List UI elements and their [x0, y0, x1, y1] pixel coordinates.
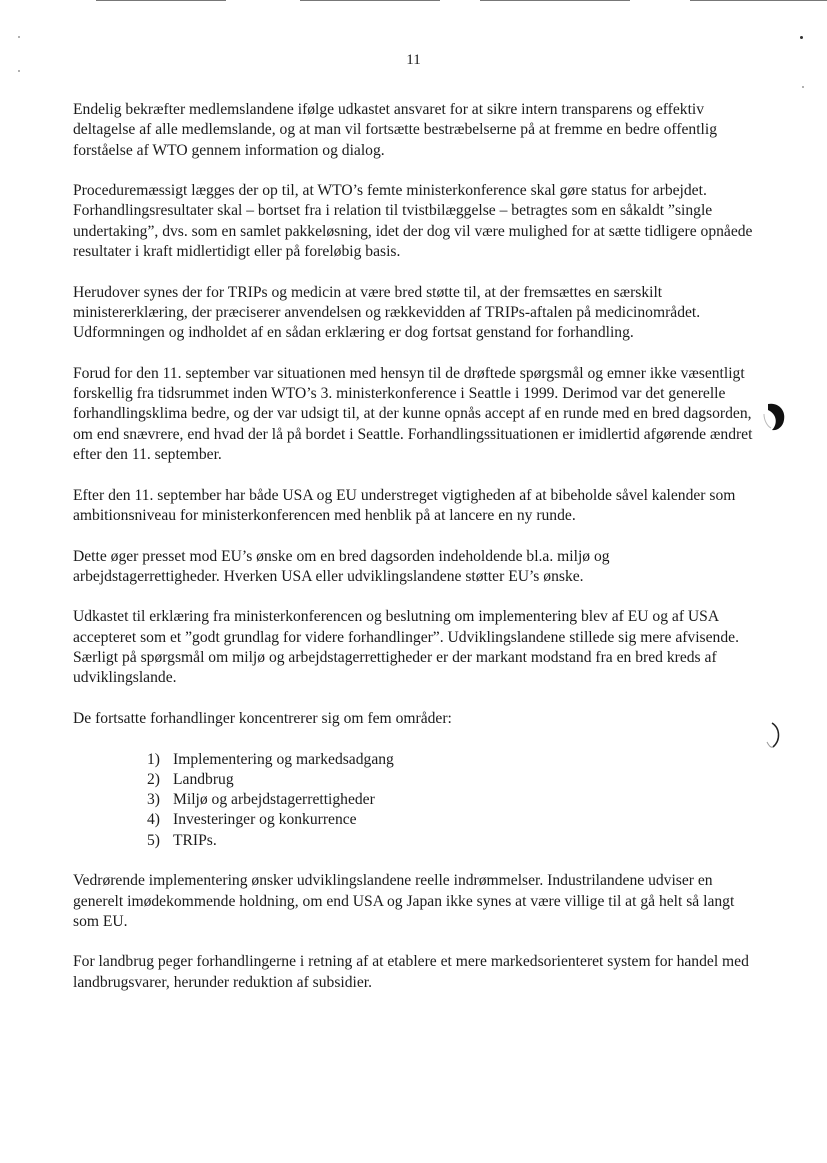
paragraph: Vedrørende implementering ønsker udviklingslandene reelle indrømmelser. Industrilandene udviser en generelt imødekommende holdning, om end USA og Japan ikke synes at være villige til at gå helt så langt som EU. [73, 872, 735, 930]
list-item-number: 3) [147, 791, 160, 809]
numbered-list [147, 750, 753, 851]
list-item-text: Miljø og arbejdstagerrettigheder [173, 791, 375, 809]
list-item [147, 790, 753, 810]
document-body [73, 100, 753, 1013]
punch-hole-mark [764, 720, 786, 750]
paragraph: Forud for den 11. september var situationen med hensyn til de drøftede spørgsmål og emner ikke væsentligt forskellig fra tidsrummet inden WTO’s 3. ministerkonference i Seattle i 1999. Derimod var det generelle forhandlingsklima bedre, og der var udsigt til, at der kunne opnås accept af en runde med en bred dagsorden, om end snævrere, end hvad der lå på bordet i Seattle. Forhandlingssituationen er imidlertid afgørende ændret efter den 11. september. [73, 364, 753, 464]
paragraph: Dette øger presset mod EU’s ønske om en bred dagsorden indeholdende bl.a. miljø og arbejdstagerrettigheder. Hverken USA eller udviklingslandene støtter EU’s ønske. [73, 547, 610, 585]
list-item-text: Implementering og markedsadgang [173, 750, 394, 768]
list-item-number: 5) [147, 831, 160, 849]
scan-edge-line [300, 0, 440, 1]
scan-speck [802, 86, 804, 88]
scan-speck [18, 36, 20, 38]
paragraph: For landbrug peger forhandlingerne i retning af at etablere et mere markedsorienteret system for handel med landbrugsvarer, herunder reduktion af subsidier. [73, 953, 749, 991]
list-item-text: Landbrug [173, 770, 234, 788]
paragraph: Herudover synes der for TRIPs og medicin at være bred støtte til, at der fremsættes en særskilt ministererklæring, der præciserer anvendelsen og rækkevidden af TRIPs-aftalen på medicinområdet. Udformningen og indholdet af en sådan erklæring er dog fortsat genstand for forhandling. [73, 283, 701, 342]
punch-hole-mark [760, 400, 788, 434]
list-item [147, 831, 753, 851]
list-item-text: Investeringer og konkurrence [173, 811, 357, 829]
paragraph: Efter den 11. september har både USA og EU understreget vigtigheden af at bibeholde såvel kalender som ambitionsniveau for ministerkonferencen med henblik på at lancere en ny runde. [73, 486, 736, 524]
paragraph: Endelig bekræfter medlemslandene ifølge udkastet ansvaret for at sikre intern transparens og effektiv deltagelse af alle medlemslande, og at man vil fortsætte bestræbelserne på at fremme en bedre offentlig forståelse af WTO gennem information og dialog. [73, 101, 718, 159]
list-item-number: 1) [147, 750, 160, 768]
list-item [147, 810, 753, 830]
list-item-number: 2) [147, 770, 160, 788]
list-item-text: TRIPs. [173, 831, 217, 849]
list-item [147, 770, 753, 790]
paragraph: De fortsatte forhandlinger koncentrerer sig om fem områder: [73, 709, 452, 727]
list-item [147, 750, 753, 770]
scan-speck [800, 36, 803, 39]
page-number: 11 [406, 52, 421, 68]
list-item-number: 4) [147, 811, 160, 829]
scan-edge-line [690, 0, 827, 1]
paragraph: Proceduremæssigt lægges der op til, at WTO’s femte ministerkonference skal gøre status for arbejdet. Forhandlingsresultater skal – bortset fra i relation til tvistbilæggelse – betragtes som en såkaldt ”single undertaking”, dvs. som en samlet pakkeløsning, idet der dog vil være mulighed for at sætte tidligere opnåede resultater i kraft midlertidigt eller på foreløbig basis. [73, 182, 753, 261]
paragraph: Udkastet til erklæring fra ministerkonferencen og beslutning om implementering blev af EU og af USA accepteret som et ”godt grundlag for videre forhandlinger”. Udviklingslandene stillede sig mere afvisende. Særligt på spørgsmål om miljø og arbejdstagerrettigheder er der markant modstand fra en bred kreds af udviklingslande. [73, 608, 739, 687]
scan-edge-line [480, 0, 630, 1]
scan-speck [18, 70, 20, 72]
scan-edge-line [96, 0, 226, 1]
